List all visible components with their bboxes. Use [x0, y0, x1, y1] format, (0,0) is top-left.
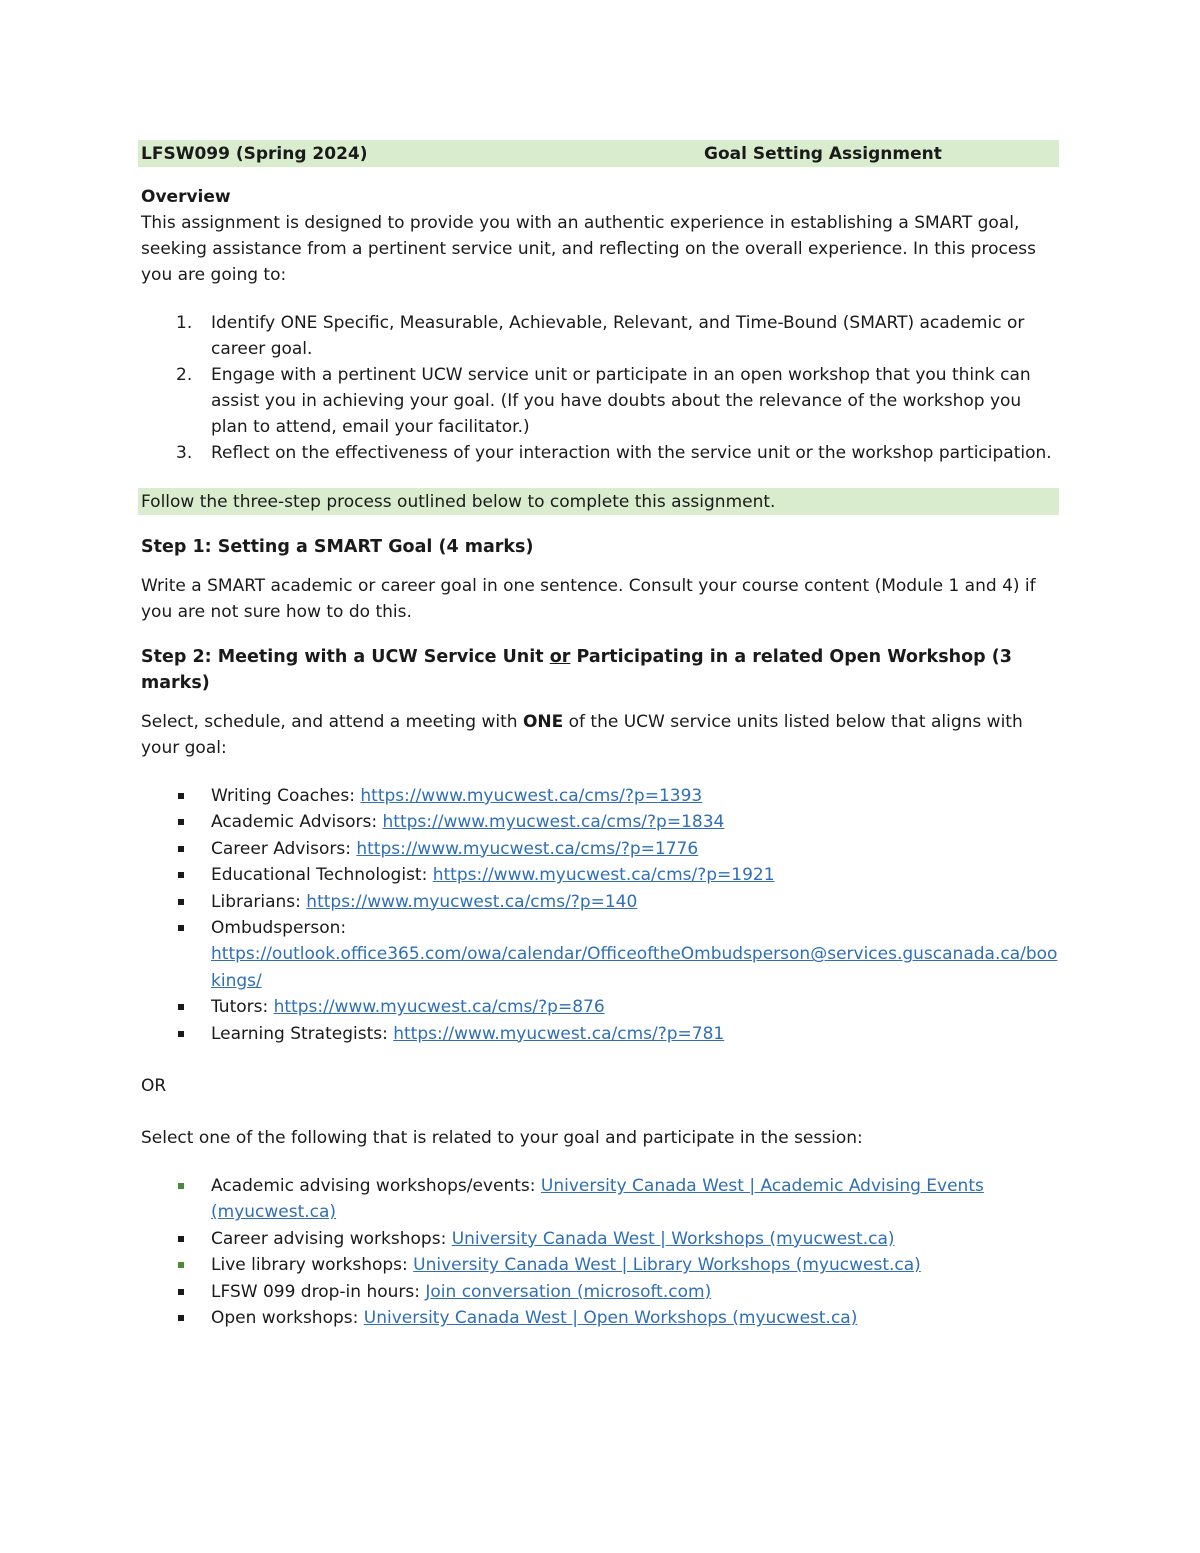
- square-bullet-icon: [178, 1289, 184, 1295]
- service-units-list: [141, 783, 1059, 1047]
- step2-intro-part: Select, schedule, and attend a meeting with: [141, 712, 523, 732]
- service-unit-item: [141, 862, 1059, 888]
- service-unit-item: [141, 783, 1059, 809]
- session-link[interactable]: University Canada West | Library Workshops (myucwest.ca): [413, 1255, 921, 1276]
- service-unit-item: [141, 889, 1059, 915]
- service-unit-label: Career Advisors:: [211, 838, 357, 859]
- square-bullet-icon: [178, 1031, 184, 1037]
- step2-heading-part: Participating in a related Open Workshop (3 marks): [141, 647, 1012, 693]
- course-code: LFSW099 (Spring 2024): [141, 144, 368, 164]
- step2-intro-part: of the UCW service units listed below that aligns with your goal:: [141, 712, 1023, 758]
- service-unit-link[interactable]: https://www.myucwest.ca/cms/?p=1834: [382, 812, 725, 833]
- square-bullet-icon: [178, 1262, 184, 1268]
- step-number: 1.: [176, 313, 193, 333]
- header-band: [138, 140, 1059, 167]
- service-unit-link[interactable]: https://www.myucwest.ca/cms/?p=1776: [356, 838, 699, 859]
- sessions-list: [141, 1173, 1059, 1331]
- steps-list-item: [141, 362, 1059, 440]
- session-link[interactable]: University Canada West | Open Workshops (myucwest.ca): [363, 1308, 858, 1329]
- service-unit-label: Writing Coaches:: [211, 786, 361, 806]
- step2-heading-or: or: [549, 647, 571, 667]
- square-bullet-icon: [178, 899, 184, 905]
- service-unit-link[interactable]: https://outlook.office365.com/owa/calendar/OfficeoftheOmbudsperson@services.guscanada.ca/bookings/: [211, 944, 1058, 991]
- assignment-title: Goal Setting Assignment: [704, 144, 942, 164]
- steps-list: [141, 310, 1059, 466]
- step-text: Reflect on the effectiveness of your interaction with the service unit or the workshop participation.: [211, 443, 1052, 463]
- select-text: Select one of the following that is related to your goal and participate in the session:: [141, 1128, 863, 1149]
- step-text: Engage with a pertinent UCW service unit or participate in an open workshop that you think can assist you in achieving your goal. (If you have doubts about the relevance of the workshop you plan to attend, email your facilitator.): [211, 365, 1031, 437]
- session-label: Academic advising workshops/events:: [211, 1176, 541, 1197]
- overview-text: This assignment is designed to provide you with an authentic experience in establishing a SMART goal, seeking assistance from a pertinent service unit, and reflecting on the overall experience. In this process you are going to:: [141, 213, 1036, 285]
- overview-heading: Overview: [141, 187, 231, 207]
- service-unit-label: Learning Strategists:: [211, 1023, 394, 1044]
- square-bullet-icon: [178, 872, 184, 878]
- square-bullet-icon: [178, 1236, 184, 1242]
- session-label: Career advising workshops:: [211, 1228, 452, 1249]
- session-link[interactable]: University Canada West | Workshops (myucwest.ca): [451, 1228, 895, 1249]
- square-bullet-icon: [178, 1315, 184, 1321]
- square-bullet-icon: [178, 925, 184, 931]
- service-unit-item: [141, 915, 1059, 994]
- session-item: [141, 1305, 1059, 1331]
- square-bullet-icon: [178, 846, 184, 852]
- session-item: [141, 1279, 1059, 1305]
- session-link[interactable]: Join conversation (microsoft.com): [425, 1281, 712, 1302]
- session-link[interactable]: University Canada West | Academic Advising Events (myucwest.ca): [211, 1176, 984, 1223]
- step-number: 2.: [176, 365, 193, 385]
- service-unit-label: Tutors:: [211, 997, 274, 1018]
- session-label: Live library workshops:: [211, 1255, 414, 1276]
- service-unit-item: [141, 836, 1059, 862]
- service-unit-label: Librarians:: [211, 891, 307, 912]
- session-label: Open workshops:: [211, 1308, 364, 1329]
- service-unit-item: [141, 809, 1059, 835]
- service-unit-link[interactable]: https://www.myucwest.ca/cms/?p=1921: [432, 865, 775, 886]
- step2-intro: [141, 709, 1059, 761]
- step-text: Identify ONE Specific, Measurable, Achievable, Relevant, and Time-Bound (SMART) academic or career goal.: [211, 313, 1025, 359]
- service-unit-label: Educational Technologist:: [211, 865, 433, 886]
- service-unit-link[interactable]: https://www.myucwest.ca/cms/?p=781: [393, 1023, 725, 1044]
- service-unit-item: [141, 1021, 1059, 1047]
- service-unit-link[interactable]: https://www.myucwest.ca/cms/?p=876: [273, 997, 605, 1018]
- or-text: OR: [141, 1076, 167, 1097]
- square-bullet-icon: [178, 793, 184, 799]
- steps-list-item: [141, 310, 1059, 362]
- service-unit-link[interactable]: https://www.myucwest.ca/cms/?p=1393: [360, 786, 703, 806]
- service-unit-item: [141, 994, 1059, 1020]
- step2-intro-one: ONE: [522, 712, 564, 732]
- step2-heading-part: Step 2: Meeting with a UCW Service Unit: [141, 647, 550, 667]
- service-unit-label: Academic Advisors:: [211, 812, 383, 833]
- square-bullet-icon: [178, 1004, 184, 1010]
- follow-band: Follow the three-step process outlined below to complete this assignment.: [138, 488, 1059, 515]
- square-bullet-icon: [178, 819, 184, 825]
- step1-heading: Step 1: Setting a SMART Goal (4 marks): [141, 537, 534, 557]
- document-page: [141, 140, 1059, 1332]
- session-label: LFSW 099 drop-in hours:: [211, 1281, 426, 1302]
- service-unit-label: Ombudsperson:: [211, 918, 347, 939]
- session-item: [141, 1252, 1059, 1278]
- session-item: [141, 1173, 1059, 1226]
- step2-heading: [141, 644, 1059, 696]
- step-number: 3.: [176, 443, 193, 463]
- square-bullet-icon: [178, 1183, 184, 1189]
- step1-text: Write a SMART academic or career goal in one sentence. Consult your course content (Module 1 and 4) if you are not sure how to do this.: [141, 576, 1036, 622]
- steps-list-item: [141, 440, 1059, 466]
- service-unit-link[interactable]: https://www.myucwest.ca/cms/?p=140: [306, 891, 638, 912]
- session-item: [141, 1226, 1059, 1252]
